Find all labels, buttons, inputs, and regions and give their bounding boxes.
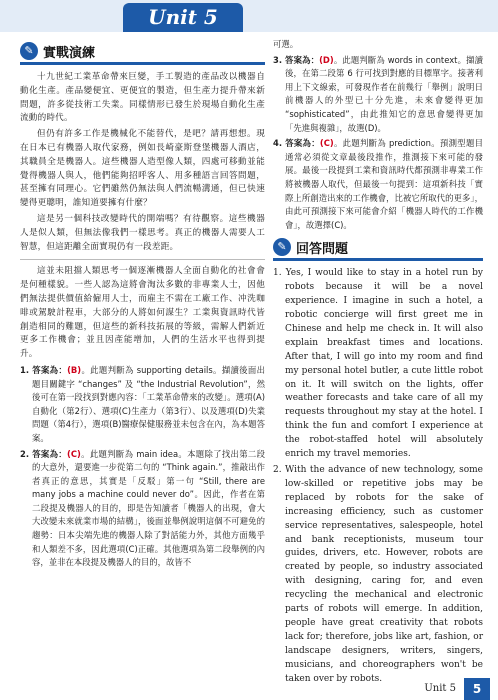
unit-title: Unit 5 bbox=[123, 3, 243, 32]
section-heading-practice bbox=[20, 40, 265, 65]
english-answer: 1. Yes, I would like to stay in a hotel run by robots because it will be a novel experience. I imagine in such a hotel, a robotic concierge will first greet me in Chinese and help me check in. It will also explain breakfast times and locations. After that, I will go into my room and find my personal hotel butler, a cute little robot on it. It will switch on the lights, offer weather forecasts and take care of all my requests throughout my stay at the hotel. I think the fun and comfort I experience at the robot-staffed hotel will absolutely enrich my travel memories. bbox=[273, 268, 483, 460]
pen-icon: ✎ bbox=[20, 42, 38, 60]
footer-unit-label: Unit 5 bbox=[424, 683, 456, 694]
article-paragraph: 這是另一個科技改變時代的開端嗎？有待觀察。這些機器人是似人類，但無法像我們一樣思考。真正的機器人需要人工智慧，但這距離全面實現仍有一段差距。 bbox=[20, 213, 265, 252]
section-title: 實戰演練 bbox=[43, 45, 96, 61]
article-paragraph: 這並未阻擋人類思考一個逐漸機器人全面自動化的社會會是何種樣貌。一些人認為這將會淘汰多數的非專業人士，因他們無法提供價值給僱用人士，而雇主不需在工廠工作、冲洗咖啡或駕駛計程車，大部分的人將如何謀生？工業與資訊時代皆創造相同的難題，但這些的新科技拓展的等級，需解人們新近更多工作機會；並且因產能增加，人們的生活水平也得到提升。 bbox=[20, 266, 265, 360]
answer-item: 4. 答案為：(C)。此題判斷為 prediction。預測型題目通常必須從文章最後段推作，推測接下來可能的發展。最後一段提到工業和資訊時代都預測非專業工作將被機器人取代，但最後一句提到：這項新科技「實際上所創造出來的工作機會，比被它所取代的更多」，由此可預測接下來可能會介紹「機器人時代的工作機會」，故選擇(C)。 bbox=[273, 138, 483, 230]
answer-continuation: 可選。 bbox=[273, 39, 299, 49]
pen-icon: ✎ bbox=[273, 238, 291, 256]
section-title: 回答問題 bbox=[296, 241, 349, 257]
answer-item: 1. 答案為：(B)。此題判斷為 supporting details。擷讀後面出題目關鍵字 “changes” 及 “the Industrial Revolution”，然後可在第一段找到對應內容：「工業革命帶來的改變」。選項(A)自動化（第2行）、選項(C)生產力（第3行）、以及選項(D)失業問題（第4行），選項(B)醫療保健服務並未包含在內，為本題答案。 bbox=[20, 364, 265, 443]
answer-item: 2. 答案為：(C)。此題判斷為 main idea。本題除了找出第二段的大意外，還要進一步從第二句的 “Think again.”，推敲出作者真正的意思，其實是「反駁」第一句 “Still, there are many jobs a machine could never do”。因此，作者在第二段提及機器人的目的，即是告知讀者「機器人的出現，會大大改變未來就業市場的結構」，後面並舉例說明這個不可避免的趨勢：日本尖端先進的機器人除了對話能力外，其他方面幾乎和人類差不多，因此選項(C)正確。其他選項為第二段舉例的內容，並非在本段提及機器人的目的，故皆不 bbox=[20, 448, 265, 568]
section-heading-answer bbox=[273, 236, 483, 261]
page-footer bbox=[0, 676, 498, 700]
left-column bbox=[20, 36, 265, 572]
page-number: 5 bbox=[464, 678, 490, 700]
article-paragraph: 十九世紀工業革命帶來巨變，手工製造的產品改以機器自動化生產。產品變便宜、更便宜的製造，但生產力提升帶來新問題，許多從技術工失業。同樣情形已發生於現場自動化生產流動的時代。 bbox=[20, 72, 265, 124]
divider bbox=[20, 259, 265, 260]
article-paragraph: 但仍有許多工作是機械化不能替代，是吧？請再想想。現在日本已有機器人取代家務，例如長崎豪斯登堡機器人酒店，其職員全是機器人。這些機器人造型像人類，四處可移動並能覺得機器人與人，他們能夠招呼客人、用多種語言回答問題，甚至擁有同理心。它們雖然仍無法與人們流暢溝通，但已快速變得更聰明，誰知道要擁有什麼？ bbox=[20, 129, 265, 209]
header-banner bbox=[0, 0, 498, 32]
english-answer: 2. With the advance of new technology, some low-skilled or repetitive jobs may be replaced by robots for the sake of increasing efficiency, such as customer service representatives, salespeople, hotel and bank receptionists, museum tour guides, drivers, etc. However, robots are created by people, so industry associated with designing, caring for, and even recycling the mechanical and electronic parts of robots will emerge. In addition, people have great creativity that robots lack for; therefore, jobs like art, fashion, or landscape designers, writers, singers, musicians, and choreographers won't be taken over by robots. bbox=[273, 465, 483, 684]
right-column bbox=[273, 36, 483, 689]
answer-item: 3. 答案為：(D)。此題判斷為 words in context。擷讀後，在第二段第 6 行可找到對應的目標單字。接著利用上下文線索，可發現作者在前幾行「舉例」說明日前機器人的外型已十分先進，未來會變得更加 “sophisticated”，由此推知它的意思會變得更加「先進與複雜」，故選(D)。 bbox=[273, 54, 483, 133]
